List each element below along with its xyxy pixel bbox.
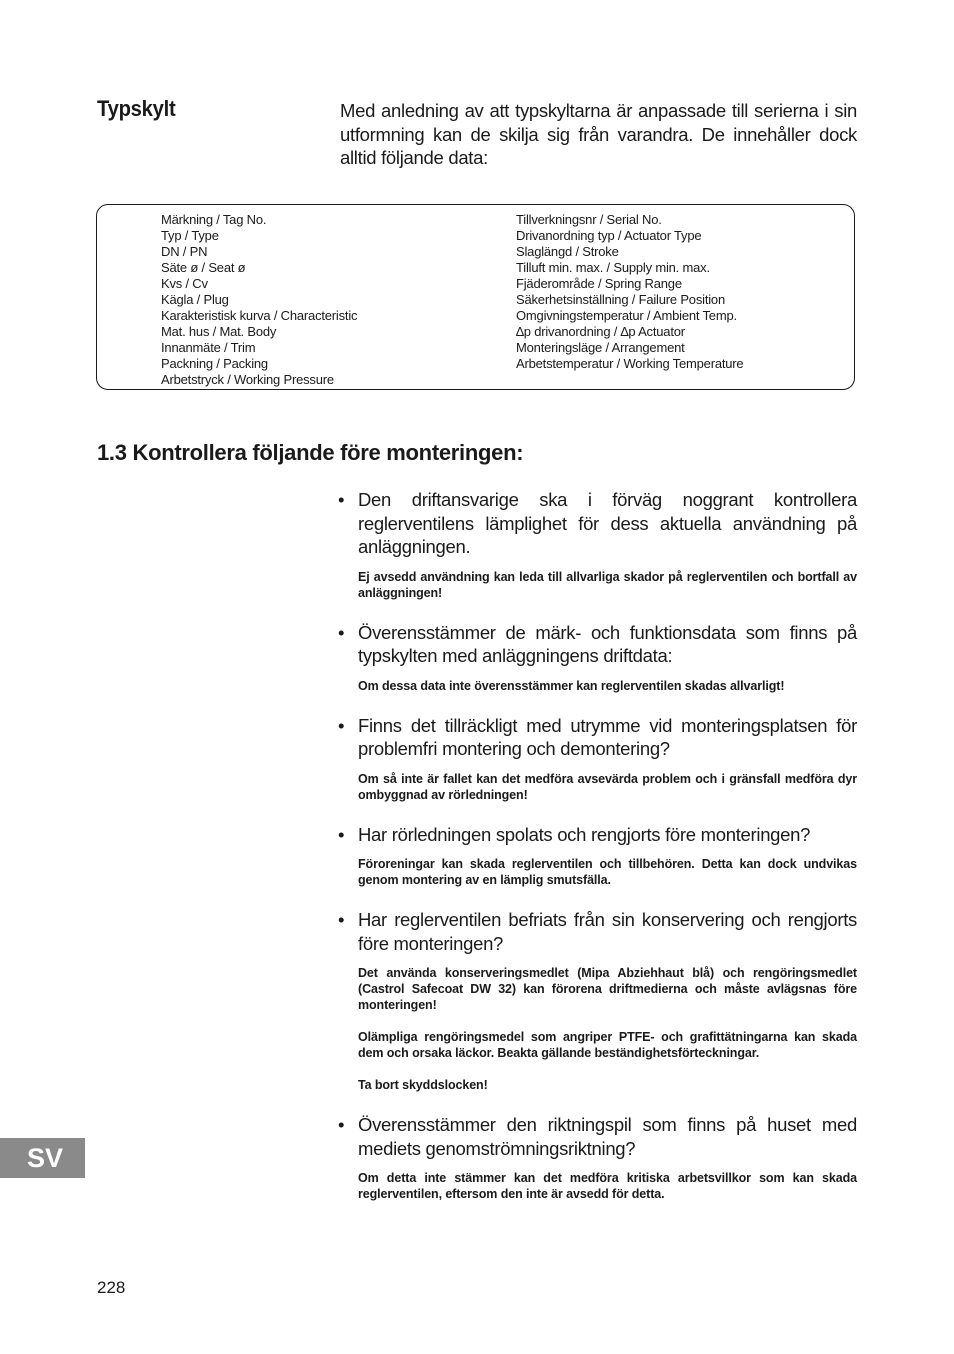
- warning-note: Ta bort skyddslocken!: [358, 1078, 488, 1092]
- warning-note: Ej avsedd användning kan leda till allvarliga skador på reglerventilen och bortfall av anläggningen!: [358, 569, 857, 600]
- plate-field: Tilluft min. max. / Supply min. max.: [516, 260, 710, 275]
- checklist-item: [338, 621, 857, 694]
- plate-field: Arbetstemperatur / Working Temperature: [516, 356, 744, 371]
- bullet-icon: •: [338, 621, 345, 643]
- warning-note: Olämpliga rengöringsmedel som angriper PTFE- och grafittätningarna kan skada dem och orsaka läckor. Beakta gällande beständighetsförteckningar.: [358, 1030, 857, 1060]
- checklist-item: [338, 823, 857, 889]
- checklist-question: Finns det tillräckligt med utrymme vid monteringsplatsen för problemfri montering och demontering?: [358, 714, 857, 759]
- plate-field: DN / PN: [161, 244, 208, 259]
- checklist-item: [338, 908, 857, 1093]
- bullet-icon: •: [338, 1114, 345, 1135]
- warning-note: Om så inte är fallet kan det medföra avsevärda problem och i gränsfall medföra dyr ombyggnad av rörledningen!: [358, 771, 857, 802]
- warning-note: Om detta inte stämmer kan det medföra kritiska arbetsvillkor som kan skada reglerventilen, eftersom den inte är avsedd för detta.: [358, 1171, 857, 1201]
- plate-field: Slaglängd / Stroke: [516, 244, 619, 259]
- checklist-question: Överensstämmer de märk- och funktionsdata som finns på typskylten med anläggningens driftdata:: [358, 621, 857, 666]
- checklist: [338, 488, 857, 1202]
- plate-field: Omgivningstemperatur / Ambient Temp.: [516, 308, 737, 323]
- bullet-icon: •: [338, 714, 345, 736]
- plate-field: Kägla / Plug: [161, 292, 229, 307]
- plate-field: Innanmäte / Trim: [161, 340, 256, 355]
- plate-field: Monteringsläge / Arrangement: [516, 340, 685, 355]
- warning-note: Föroreningar kan skada reglerventilen och tillbehören. Detta kan dock undvikas genom montering av en lämplig smutsfälla.: [358, 857, 857, 887]
- bullet-icon: •: [338, 909, 345, 930]
- nameplate-box: [96, 204, 855, 390]
- nameplate-left-column: [161, 212, 357, 388]
- plate-field: Märkning / Tag No.: [161, 212, 267, 227]
- plate-field: Tillverkningsnr / Serial No.: [516, 212, 662, 227]
- typskylt-intro: Med anledning av att typskyltarna är anpassade till serierna i sin utformning kan de skilja sig från varandra. De innehåller dock alltid följande data:: [340, 100, 857, 168]
- plate-field: Fjäderområde / Spring Range: [516, 276, 682, 291]
- section-heading: 1.3 Kontrollera följande före monteringen:: [97, 440, 524, 465]
- nameplate-right-column: [516, 212, 743, 372]
- plate-field: Kvs / Cv: [161, 276, 208, 291]
- page-number: 228: [97, 1278, 126, 1297]
- plate-field: Arbetstryck / Working Pressure: [161, 372, 334, 387]
- plate-field: Säkerhetsinställning / Failure Position: [516, 292, 725, 307]
- plate-field: Drivanordning typ / Actuator Type: [516, 228, 702, 243]
- checklist-question: Har rörledningen spolats och rengjorts före monteringen?: [358, 823, 811, 845]
- checklist-item: [338, 488, 857, 601]
- plate-field: Packning / Packing: [161, 356, 268, 371]
- bullet-icon: •: [338, 823, 345, 845]
- warning-note: Om dessa data inte överensstämmer kan reglerventilen skadas allvarligt!: [358, 678, 785, 693]
- checklist-question: Har reglerventilen befriats från sin konservering och rengjorts före monteringen?: [358, 909, 857, 954]
- checklist-question: Den driftansvarige ska i förväg noggrant kontrollera reglerventilens lämplighet för dess aktuella användning på anläggningen.: [358, 489, 857, 557]
- checklist-item: [338, 1113, 857, 1202]
- checklist-item: [338, 714, 857, 803]
- plate-field: ∆p drivanordning / ∆p Actuator: [516, 324, 685, 339]
- typskylt-heading: Typskylt: [97, 96, 176, 121]
- plate-field: Typ / Type: [161, 228, 219, 243]
- language-tab: SV: [0, 1138, 85, 1178]
- plate-field: Säte ø / Seat ø: [161, 260, 246, 275]
- warning-note: Det använda konserveringsmedlet (Mipa Abziehhaut blå) och rengöringsmedlet (Castrol Safecoat DW 32) kan förorena driftmedierna och måste avlägsnas före monteringen!: [358, 966, 857, 1012]
- bullet-icon: •: [338, 489, 345, 510]
- plate-field: Mat. hus / Mat. Body: [161, 324, 277, 339]
- checklist-question: Överensstämmer den riktningspil som finns på huset med mediets genomströmningsriktning?: [358, 1114, 857, 1159]
- plate-field: Karakteristisk kurva / Characteristic: [161, 308, 358, 323]
